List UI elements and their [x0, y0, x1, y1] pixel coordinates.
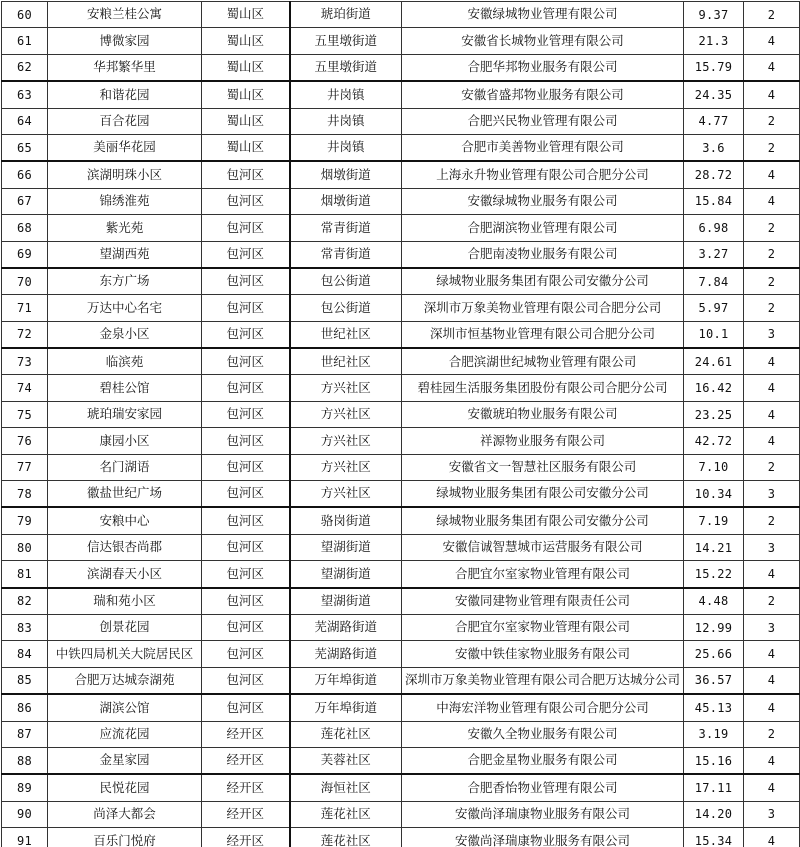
- level-cell: 4: [744, 428, 800, 454]
- level-cell: 2: [744, 268, 800, 295]
- row-number-cell: 66: [2, 161, 48, 188]
- table-row: [2, 321, 800, 348]
- community-name-cell: 百乐门悦府: [48, 828, 202, 847]
- community-name-cell: 华邦繁华里: [48, 54, 202, 81]
- row-number-cell: 90: [2, 801, 48, 827]
- table-row: [2, 614, 800, 640]
- level-cell: 4: [744, 561, 800, 588]
- table-row: [2, 641, 800, 667]
- property-company-cell: 合肥南凌物业服务有限公司: [402, 241, 684, 268]
- property-company-cell: 合肥宜尔室家物业管理有限公司: [402, 561, 684, 588]
- table-row: [2, 481, 800, 508]
- level-cell: 4: [744, 667, 800, 694]
- street-cell: 芜湖路街道: [290, 641, 402, 667]
- district-cell: 蜀山区: [202, 108, 290, 134]
- street-cell: 芜湖路街道: [290, 614, 402, 640]
- level-cell: 3: [744, 801, 800, 827]
- row-number-cell: 76: [2, 428, 48, 454]
- row-number-cell: 81: [2, 561, 48, 588]
- area-cell: 17.11: [684, 774, 744, 801]
- property-company-cell: 合肥香怡物业管理有限公司: [402, 774, 684, 801]
- area-cell: 15.79: [684, 54, 744, 81]
- street-cell: 方兴社区: [290, 454, 402, 480]
- property-company-cell: 合肥宜尔室家物业管理有限公司: [402, 614, 684, 640]
- community-name-cell: 民悦花园: [48, 774, 202, 801]
- district-cell: 包河区: [202, 667, 290, 694]
- row-number-cell: 86: [2, 694, 48, 721]
- property-company-cell: 中海宏洋物业管理有限公司合肥分公司: [402, 694, 684, 721]
- district-cell: 包河区: [202, 161, 290, 188]
- street-cell: 井岗镇: [290, 134, 402, 161]
- area-cell: 3.27: [684, 241, 744, 268]
- row-number-cell: 88: [2, 747, 48, 774]
- district-cell: 包河区: [202, 268, 290, 295]
- street-cell: 包公街道: [290, 268, 402, 295]
- row-number-cell: 84: [2, 641, 48, 667]
- property-company-cell: 安徽省长城物业管理有限公司: [402, 28, 684, 54]
- district-cell: 包河区: [202, 561, 290, 588]
- row-number-cell: 65: [2, 134, 48, 161]
- community-name-cell: 锦绣淮苑: [48, 188, 202, 214]
- row-number-cell: 77: [2, 454, 48, 480]
- area-cell: 21.3: [684, 28, 744, 54]
- street-cell: 莲花社区: [290, 721, 402, 747]
- row-number-cell: 87: [2, 721, 48, 747]
- row-number-cell: 67: [2, 188, 48, 214]
- property-company-cell: 合肥金星物业服务有限公司: [402, 747, 684, 774]
- area-cell: 6.98: [684, 215, 744, 241]
- area-cell: 28.72: [684, 161, 744, 188]
- table-row: [2, 108, 800, 134]
- community-name-cell: 创景花园: [48, 614, 202, 640]
- table-row: [2, 268, 800, 295]
- district-cell: 包河区: [202, 375, 290, 401]
- street-cell: 骆岗街道: [290, 507, 402, 534]
- street-cell: 常青街道: [290, 215, 402, 241]
- district-cell: 包河区: [202, 215, 290, 241]
- level-cell: 2: [744, 134, 800, 161]
- community-name-cell: 万达中心名宅: [48, 295, 202, 321]
- district-cell: 包河区: [202, 454, 290, 480]
- community-name-cell: 临滨苑: [48, 348, 202, 375]
- community-name-cell: 滨湖春天小区: [48, 561, 202, 588]
- street-cell: 方兴社区: [290, 481, 402, 508]
- area-cell: 7.19: [684, 507, 744, 534]
- row-number-cell: 62: [2, 54, 48, 81]
- level-cell: 4: [744, 54, 800, 81]
- property-company-cell: 安徽绿城物业服务有限公司: [402, 188, 684, 214]
- street-cell: 莲花社区: [290, 801, 402, 827]
- table-row: [2, 241, 800, 268]
- row-number-cell: 71: [2, 295, 48, 321]
- table-row: [2, 534, 800, 560]
- district-cell: 经开区: [202, 828, 290, 847]
- table-row: [2, 774, 800, 801]
- level-cell: 4: [744, 81, 800, 108]
- level-cell: 2: [744, 215, 800, 241]
- district-cell: 蜀山区: [202, 2, 290, 28]
- area-cell: 45.13: [684, 694, 744, 721]
- area-cell: 42.72: [684, 428, 744, 454]
- property-company-cell: 绿城物业服务集团有限公司安徽分公司: [402, 268, 684, 295]
- table-row: [2, 507, 800, 534]
- district-cell: 包河区: [202, 321, 290, 348]
- level-cell: 4: [744, 401, 800, 427]
- district-cell: 包河区: [202, 534, 290, 560]
- community-name-cell: 东方广场: [48, 268, 202, 295]
- community-name-cell: 金泉小区: [48, 321, 202, 348]
- row-number-cell: 83: [2, 614, 48, 640]
- table-row: [2, 375, 800, 401]
- table-row: [2, 2, 800, 28]
- level-cell: 3: [744, 321, 800, 348]
- community-name-cell: 美丽华花园: [48, 134, 202, 161]
- property-company-cell: 安徽省文一智慧社区服务有限公司: [402, 454, 684, 480]
- level-cell: 2: [744, 108, 800, 134]
- row-number-cell: 74: [2, 375, 48, 401]
- level-cell: 2: [744, 507, 800, 534]
- community-name-cell: 应流花园: [48, 721, 202, 747]
- street-cell: 世纪社区: [290, 321, 402, 348]
- area-cell: 9.37: [684, 2, 744, 28]
- area-cell: 36.57: [684, 667, 744, 694]
- table-row: [2, 428, 800, 454]
- table-row: [2, 215, 800, 241]
- street-cell: 方兴社区: [290, 428, 402, 454]
- property-company-cell: 安徽信诚智慧城市运营服务有限公司: [402, 534, 684, 560]
- property-company-cell: 安徽尚泽瑞康物业服务有限公司: [402, 801, 684, 827]
- district-cell: 包河区: [202, 401, 290, 427]
- area-cell: 23.25: [684, 401, 744, 427]
- district-cell: 经开区: [202, 774, 290, 801]
- row-number-cell: 70: [2, 268, 48, 295]
- row-number-cell: 80: [2, 534, 48, 560]
- level-cell: 4: [744, 375, 800, 401]
- community-name-cell: 瑞和苑小区: [48, 588, 202, 615]
- property-company-cell: 绿城物业服务集团有限公司安徽分公司: [402, 481, 684, 508]
- table-row: [2, 801, 800, 827]
- level-cell: 4: [744, 747, 800, 774]
- level-cell: 4: [744, 641, 800, 667]
- level-cell: 2: [744, 454, 800, 480]
- table-row: [2, 561, 800, 588]
- street-cell: 方兴社区: [290, 401, 402, 427]
- level-cell: 4: [744, 828, 800, 847]
- property-company-cell: 合肥市美善物业管理有限公司: [402, 134, 684, 161]
- row-number-cell: 73: [2, 348, 48, 375]
- district-cell: 包河区: [202, 588, 290, 615]
- table-row: [2, 295, 800, 321]
- row-number-cell: 72: [2, 321, 48, 348]
- area-cell: 14.21: [684, 534, 744, 560]
- community-name-cell: 安粮兰桂公寓: [48, 2, 202, 28]
- area-cell: 7.84: [684, 268, 744, 295]
- level-cell: 2: [744, 588, 800, 615]
- property-company-cell: 安徽绿城物业管理有限公司: [402, 2, 684, 28]
- street-cell: 包公街道: [290, 295, 402, 321]
- table-row: [2, 747, 800, 774]
- row-number-cell: 91: [2, 828, 48, 847]
- community-name-cell: 信达银杏尚郡: [48, 534, 202, 560]
- street-cell: 烟墩街道: [290, 188, 402, 214]
- property-company-cell: 深圳市万象美物业管理有限公司合肥分公司: [402, 295, 684, 321]
- district-cell: 蜀山区: [202, 54, 290, 81]
- community-name-cell: 紫光苑: [48, 215, 202, 241]
- area-cell: 15.16: [684, 747, 744, 774]
- area-cell: 15.84: [684, 188, 744, 214]
- table-row: [2, 667, 800, 694]
- row-number-cell: 79: [2, 507, 48, 534]
- area-cell: 24.35: [684, 81, 744, 108]
- area-cell: 16.42: [684, 375, 744, 401]
- area-cell: 4.77: [684, 108, 744, 134]
- level-cell: 3: [744, 481, 800, 508]
- community-name-cell: 琥珀瑞安家园: [48, 401, 202, 427]
- area-cell: 7.10: [684, 454, 744, 480]
- table-row: [2, 721, 800, 747]
- level-cell: 3: [744, 534, 800, 560]
- district-cell: 蜀山区: [202, 134, 290, 161]
- community-name-cell: 徽盐世纪广场: [48, 481, 202, 508]
- row-number-cell: 85: [2, 667, 48, 694]
- property-company-cell: 绿城物业服务集团有限公司安徽分公司: [402, 507, 684, 534]
- area-cell: 24.61: [684, 348, 744, 375]
- table-row: [2, 134, 800, 161]
- property-company-cell: 合肥滨湖世纪城物业管理有限公司: [402, 348, 684, 375]
- area-cell: 10.34: [684, 481, 744, 508]
- district-cell: 包河区: [202, 348, 290, 375]
- table-body: [2, 2, 800, 847]
- row-number-cell: 64: [2, 108, 48, 134]
- property-company-cell: 安徽琥珀物业服务有限公司: [402, 401, 684, 427]
- table-row: [2, 588, 800, 615]
- district-cell: 经开区: [202, 801, 290, 827]
- community-name-cell: 中铁四局机关大院居民区: [48, 641, 202, 667]
- property-company-cell: 安徽尚泽瑞康物业服务有限公司: [402, 828, 684, 847]
- area-cell: 25.66: [684, 641, 744, 667]
- area-cell: 5.97: [684, 295, 744, 321]
- table-row: [2, 828, 800, 847]
- table-row: [2, 161, 800, 188]
- street-cell: 烟墩街道: [290, 161, 402, 188]
- street-cell: 莲花社区: [290, 828, 402, 847]
- area-cell: 15.22: [684, 561, 744, 588]
- row-number-cell: 82: [2, 588, 48, 615]
- community-name-cell: 和谐花园: [48, 81, 202, 108]
- table-row: [2, 81, 800, 108]
- level-cell: 2: [744, 721, 800, 747]
- district-cell: 包河区: [202, 614, 290, 640]
- street-cell: 井岗镇: [290, 81, 402, 108]
- area-cell: 4.48: [684, 588, 744, 615]
- community-name-cell: 碧桂公馆: [48, 375, 202, 401]
- property-company-cell: 安徽省盛邦物业服务有限公司: [402, 81, 684, 108]
- street-cell: 望湖街道: [290, 588, 402, 615]
- row-number-cell: 68: [2, 215, 48, 241]
- level-cell: 3: [744, 614, 800, 640]
- area-cell: 12.99: [684, 614, 744, 640]
- property-table: [1, 1, 800, 847]
- community-name-cell: 望湖西苑: [48, 241, 202, 268]
- row-number-cell: 61: [2, 28, 48, 54]
- district-cell: 包河区: [202, 507, 290, 534]
- level-cell: 4: [744, 28, 800, 54]
- community-name-cell: 百合花园: [48, 108, 202, 134]
- community-name-cell: 湖滨公馆: [48, 694, 202, 721]
- district-cell: 蜀山区: [202, 28, 290, 54]
- table-row: [2, 348, 800, 375]
- district-cell: 包河区: [202, 295, 290, 321]
- street-cell: 五里墩街道: [290, 54, 402, 81]
- property-company-cell: 安徽同建物业管理有限责任公司: [402, 588, 684, 615]
- district-cell: 包河区: [202, 428, 290, 454]
- district-cell: 经开区: [202, 747, 290, 774]
- row-number-cell: 89: [2, 774, 48, 801]
- property-company-cell: 碧桂园生活服务集团股份有限公司合肥分公司: [402, 375, 684, 401]
- street-cell: 芙蓉社区: [290, 747, 402, 774]
- table-row: [2, 54, 800, 81]
- district-cell: 经开区: [202, 721, 290, 747]
- street-cell: 琥珀街道: [290, 2, 402, 28]
- district-cell: 蜀山区: [202, 81, 290, 108]
- table-row: [2, 454, 800, 480]
- property-company-cell: 安徽中铁佳家物业服务有限公司: [402, 641, 684, 667]
- level-cell: 4: [744, 188, 800, 214]
- row-number-cell: 75: [2, 401, 48, 427]
- community-name-cell: 名门湖语: [48, 454, 202, 480]
- row-number-cell: 63: [2, 81, 48, 108]
- property-company-cell: 祥源物业服务有限公司: [402, 428, 684, 454]
- street-cell: 常青街道: [290, 241, 402, 268]
- row-number-cell: 78: [2, 481, 48, 508]
- area-cell: 3.19: [684, 721, 744, 747]
- level-cell: 4: [744, 348, 800, 375]
- street-cell: 五里墩街道: [290, 28, 402, 54]
- property-company-cell: 深圳市恒基物业管理有限公司合肥分公司: [402, 321, 684, 348]
- level-cell: 2: [744, 241, 800, 268]
- street-cell: 海恒社区: [290, 774, 402, 801]
- street-cell: 井岗镇: [290, 108, 402, 134]
- row-number-cell: 60: [2, 2, 48, 28]
- district-cell: 包河区: [202, 481, 290, 508]
- community-name-cell: 安粮中心: [48, 507, 202, 534]
- property-company-cell: 上海永升物业管理有限公司合肥分公司: [402, 161, 684, 188]
- district-cell: 包河区: [202, 694, 290, 721]
- community-name-cell: 金星家园: [48, 747, 202, 774]
- level-cell: 4: [744, 774, 800, 801]
- community-name-cell: 合肥万达城奈湖苑: [48, 667, 202, 694]
- property-company-cell: 合肥湖滨物业管理有限公司: [402, 215, 684, 241]
- level-cell: 4: [744, 694, 800, 721]
- area-cell: 10.1: [684, 321, 744, 348]
- district-cell: 包河区: [202, 641, 290, 667]
- row-number-cell: 69: [2, 241, 48, 268]
- street-cell: 万年埠街道: [290, 667, 402, 694]
- district-cell: 包河区: [202, 188, 290, 214]
- street-cell: 方兴社区: [290, 375, 402, 401]
- district-cell: 包河区: [202, 241, 290, 268]
- street-cell: 望湖街道: [290, 561, 402, 588]
- street-cell: 万年埠街道: [290, 694, 402, 721]
- table-row: [2, 694, 800, 721]
- property-company-cell: 安徽久全物业服务有限公司: [402, 721, 684, 747]
- property-company-cell: 合肥兴民物业管理有限公司: [402, 108, 684, 134]
- level-cell: 2: [744, 295, 800, 321]
- community-name-cell: 尚泽大都会: [48, 801, 202, 827]
- community-name-cell: 博微家园: [48, 28, 202, 54]
- table-row: [2, 28, 800, 54]
- table-row: [2, 188, 800, 214]
- area-cell: 15.34: [684, 828, 744, 847]
- area-cell: 3.6: [684, 134, 744, 161]
- property-company-cell: 深圳市万象美物业管理有限公司合肥万达城分公司: [402, 667, 684, 694]
- street-cell: 世纪社区: [290, 348, 402, 375]
- level-cell: 2: [744, 2, 800, 28]
- community-name-cell: 滨湖明珠小区: [48, 161, 202, 188]
- community-name-cell: 康园小区: [48, 428, 202, 454]
- level-cell: 4: [744, 161, 800, 188]
- table-row: [2, 401, 800, 427]
- area-cell: 14.20: [684, 801, 744, 827]
- property-company-cell: 合肥华邦物业服务有限公司: [402, 54, 684, 81]
- street-cell: 望湖街道: [290, 534, 402, 560]
